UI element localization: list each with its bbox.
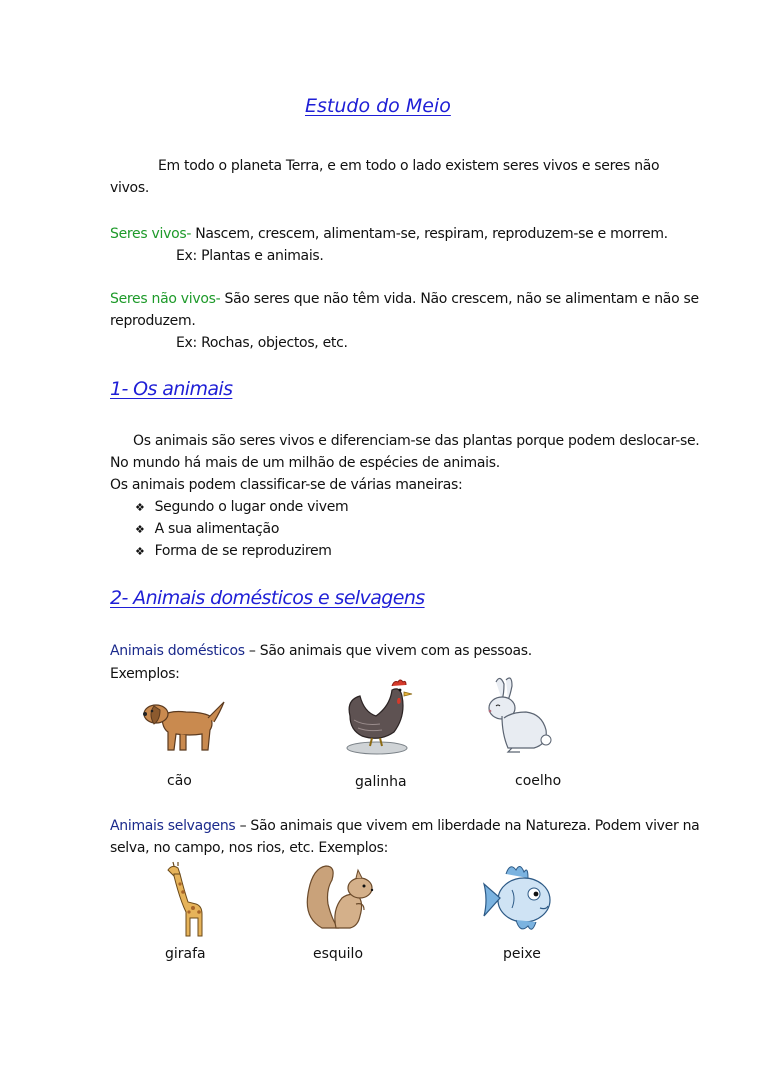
animal-label-girafa: girafa [165,946,206,962]
giraffe-illustration [160,860,210,938]
wild-term: Animais selvagens [110,818,236,834]
seres-nao-vivos-definition: São seres que não têm vida. Não crescem, não se alimentam e não se [220,291,699,307]
rabbit-illustration [482,674,554,756]
domestic-term: Animais domésticos [110,643,245,659]
section-1-line-3: Os animais podem classificar-se de várias maneiras: [110,477,463,493]
section-2-heading: 2- Animais domésticos e selvagens [110,587,425,609]
seres-vivos-definition: Nascem, crescem, alimentam-se, respiram, reproduzem-se e morrem. [191,226,668,242]
bullet-item: ❖ Forma de se reproduzirem [135,543,332,559]
animal-label-galinha: galinha [355,774,407,790]
fish-illustration [480,860,556,938]
page-title: Estudo do Meio [305,95,451,117]
animal-label-peixe: peixe [503,946,541,962]
diamond-bullet-icon: ❖ [135,523,145,536]
diamond-bullet-icon: ❖ [135,501,145,514]
diamond-bullet-icon: ❖ [135,545,145,558]
examples-label: Exemplos: [110,666,180,682]
seres-nao-vivos-example: Ex: Rochas, objectos, etc. [176,335,348,351]
wild-paragraph [110,818,699,834]
animal-label-coelho: coelho [515,773,562,789]
wild-definition: – São animais que vivem em liberdade na Natureza. Podem viver na [235,818,700,834]
section-1-line-2: No mundo há mais de um milhão de espécies de animais. [110,455,500,471]
seres-nao-vivos-paragraph [110,291,699,307]
seres-vivos-paragraph [110,226,668,242]
section-1-line-1: Os animais são seres vivos e diferenciam-se das plantas porque podem deslocar-se. [133,433,700,449]
bullet-item: ❖ Segundo o lugar onde vivem [135,499,349,515]
seres-nao-vivos-term: Seres não vivos- [110,291,221,307]
seres-vivos-term: Seres vivos- [110,226,192,242]
intro-line-1: Em todo o planeta Terra, e em todo o lado existem seres vivos e seres não [158,158,660,174]
domestic-definition: – São animais que vivem com as pessoas. [244,643,532,659]
hen-illustration [340,676,415,756]
bullet-item: ❖ A sua alimentação [135,521,280,537]
section-1-heading: 1- Os animais [110,378,233,400]
animal-label-esquilo: esquilo [313,946,364,962]
domestic-paragraph [110,643,532,659]
wild-definition-cont: selva, no campo, nos rios, etc. Exemplos: [110,840,389,856]
seres-nao-vivos-definition-cont: reproduzem. [110,313,196,329]
dog-illustration [140,694,230,756]
squirrel-illustration [302,862,380,934]
seres-vivos-example: Ex: Plantas e animais. [176,248,324,264]
intro-line-2: vivos. [110,180,149,196]
animal-label-cao: cão [167,773,192,789]
